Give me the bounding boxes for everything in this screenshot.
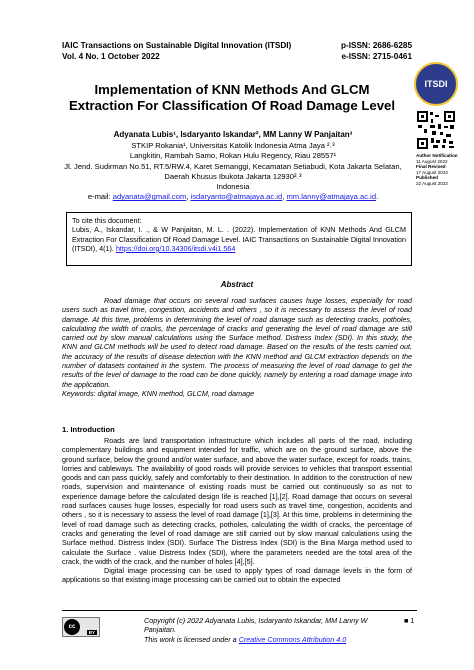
affiliation: STKIP Rokania¹, Universitas Katolik Indonesia Atma Jaya ²˒³: [131, 141, 335, 151]
abstract-heading: Abstract: [220, 280, 254, 289]
paper-title: Implementation of KNN Methods And GLCM Extraction For Classification Of Road Damage Level: [68, 82, 396, 113]
notification-dates: Author Notification 11 August 2022 Final Revised 17 August 2022 Published 22 August 2022: [416, 153, 458, 186]
authors-block: [62, 130, 404, 202]
keywords: Keywords: digital image, KNN method, GLCM, road damage: [62, 388, 255, 398]
by-icon: BY: [88, 630, 95, 635]
intro-paragraph: Digital image processing can be used to apply types of road damage levels in the form of applications so that existing image processing can be carried out to obtain the expected: [62, 566, 412, 585]
email-link[interactable]: adyanata@gmail.com: [112, 192, 187, 202]
intro-body: [62, 436, 412, 585]
footer-copyright: Copyright (c) 2022 Adyanata Lubis, Isdaryanto Iskandar, MM Lanny W Panjaitan. This work is licensed under a Creative Commons Attribution 4.0: [144, 616, 368, 644]
email-link[interactable]: mm.lanny@atmajaya.ac.id: [286, 192, 377, 202]
email-link[interactable]: isdaryanto@atmajaya.ac.id: [190, 192, 283, 202]
country: Indonesia: [216, 182, 250, 192]
citation-text: Lubis, A., Iskandar, I. ., & W Panjaitan, M. L. . (2022). Implementation of KNN Methods And GLCM Extraction For Classification Of Road Damage Level. IAIC Transactions on Sustainable Digital Innovation (ITSDI), 4(1). https://doi.org/10.34306/itsdi.v4i1.564: [72, 225, 406, 253]
address-1: Langkitin, Rambah Samo, Rokan Hulu Regency, Riau 28557¹: [129, 151, 337, 161]
address-2: Jl. Jend. Sudirman No.51, RT.5/RW.4, Karet Semanggi, Kecamatan Setiabudi, Kota Jakarta Selatan, Daerah Khusus Ibukota Jakarta 12930²˒³: [64, 161, 402, 181]
page-number: ■ 1: [404, 616, 415, 625]
citation-box: [66, 212, 412, 266]
abstract-body: [62, 296, 412, 398]
doi-link[interactable]: https://doi.org/10.34306/itsdi.v4i1.564: [115, 243, 236, 253]
emails: e-mail: adyanata@gmail.com, isdaryanto@atmajaya.ac.id, mm.lanny@atmajaya.ac.id.: [87, 192, 379, 202]
cc-license-badge: [62, 617, 100, 637]
qr-code-icon: [416, 110, 456, 150]
eissn: e-ISSN: 2715-0461: [341, 52, 412, 61]
cc-icon: cc: [64, 619, 80, 635]
journal-logo: ITSDI: [414, 62, 458, 106]
journal-header: [62, 40, 412, 62]
license-link[interactable]: Creative Commons Attribution 4.0: [238, 634, 347, 644]
citation-heading: To cite this document:: [72, 216, 142, 225]
pissn: p-ISSN: 2686-6285: [341, 41, 412, 50]
abstract-text: Road damage that occurs on several road surfaces causes huge losses, especially for road users such as travel time, congestion, accidents and others , so it is necessary to assess the level of road damage. At this time, problems in determining the level of road damage such as detecting cracks, potholes, calculating the width of cracks, the percentage of cracks and generating the level of road damage are still carried out by slow manual calculations using the Surface method. Distress Index (SDI). In this study, the KNN and GLCM methods will be used to detect road damage. Based on the results of the tests carried out, the accuracy of the results of disease detection with the KNN method and GLCM extraction depends on the number of datasets contained in the system. The process of measuring the level of road damage to get the results of the level of damage to the road can be done quickly, namely by entering a road damage image into the application.: [62, 296, 412, 389]
journal-name: IAIC Transactions on Sustainable Digital Innovation (ITSDI): [62, 41, 292, 50]
intro-heading: 1. Introduction: [62, 425, 115, 434]
journal-issue: Vol. 4 No. 1 October 2022: [62, 52, 160, 61]
author-names: Adyanata Lubis¹, Isdaryanto Iskandar², MM Lanny W Panjaitan³: [113, 130, 353, 139]
intro-paragraph: Roads are land transportation infrastructure which includes all parts of the road, including complementary buildings and equipment intended for traffic, which are on the ground surface, above the ground surface, below the ground and/or water surface, and above the water surface, except for roads. trains, lorries and cableways. The availability of good roads will provide services to vehicles that transport essential goods and can pass quickly, safely and comfortably to their destination. In addition to the construction of new roads, supervision and maintenance of existing roads must be carried out continuously so as not to experience damage before the calculated design life is reached [1],[2]. Road damage that occurs on several road surfaces causes huge losses, especially for road users such as travel time, congestion, accidents and others , so it is necessary to assess the level of road damage [1],[3]. At this time, problems in determining the level of road damage such as detecting cracks, potholes, calculating the width of cracks, the percentage of cracks and generating the level of road damage are still carried out by slow manual calculations using the Surface method. Distress Index (SDI). Surface The Distress Index (SDI) is the Bina Marga method used to calculate the Surface . value Distress Index (SDI), where the parameters needed are the total area of the crack, the width of the crack, and the number of holes [4],[5].: [62, 436, 412, 566]
footer-divider: [62, 610, 417, 611]
